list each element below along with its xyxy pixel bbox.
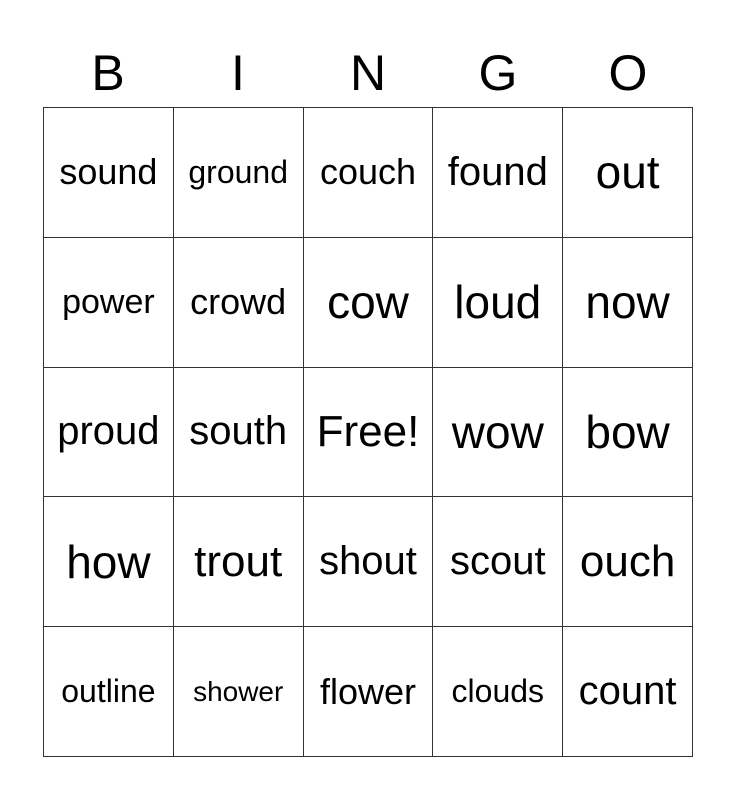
bingo-cell: cow xyxy=(303,237,433,367)
header-letter-g: G xyxy=(478,45,518,101)
header-letter-i: I xyxy=(231,45,245,101)
bingo-cell: now xyxy=(563,237,693,367)
bingo-grid xyxy=(43,107,693,757)
grid-row xyxy=(44,367,693,497)
grid-row xyxy=(44,627,693,757)
bingo-cell: trout xyxy=(173,497,303,627)
bingo-cell: proud xyxy=(44,367,174,497)
bingo-cell: power xyxy=(44,237,174,367)
bingo-cell: flower xyxy=(303,627,433,757)
header-letter-b: B xyxy=(91,45,125,101)
bingo-cell: count xyxy=(563,627,693,757)
bingo-cell: ouch xyxy=(563,497,693,627)
bingo-cell: shout xyxy=(303,497,433,627)
bingo-cell: found xyxy=(433,108,563,238)
bingo-cell: scout xyxy=(433,497,563,627)
bingo-cell: out xyxy=(563,108,693,238)
bingo-cell: outline xyxy=(44,627,174,757)
bingo-cell: ground xyxy=(173,108,303,238)
bingo-cell: crowd xyxy=(173,237,303,367)
bingo-cell: wow xyxy=(433,367,563,497)
bingo-cell: couch xyxy=(303,108,433,238)
bingo-cell: sound xyxy=(44,108,174,238)
bingo-cell: clouds xyxy=(433,627,563,757)
bingo-header xyxy=(43,40,693,106)
free-cell: Free! xyxy=(303,367,433,497)
header-letter-n: N xyxy=(349,45,387,101)
bingo-cell: loud xyxy=(433,237,563,367)
bingo-cell: shower xyxy=(173,627,303,757)
grid-row xyxy=(44,108,693,238)
bingo-cell: bow xyxy=(563,367,693,497)
header-letter-o: O xyxy=(608,45,648,101)
grid-row xyxy=(44,497,693,627)
bingo-cell: how xyxy=(44,497,174,627)
bingo-cell: south xyxy=(173,367,303,497)
grid-row xyxy=(44,237,693,367)
